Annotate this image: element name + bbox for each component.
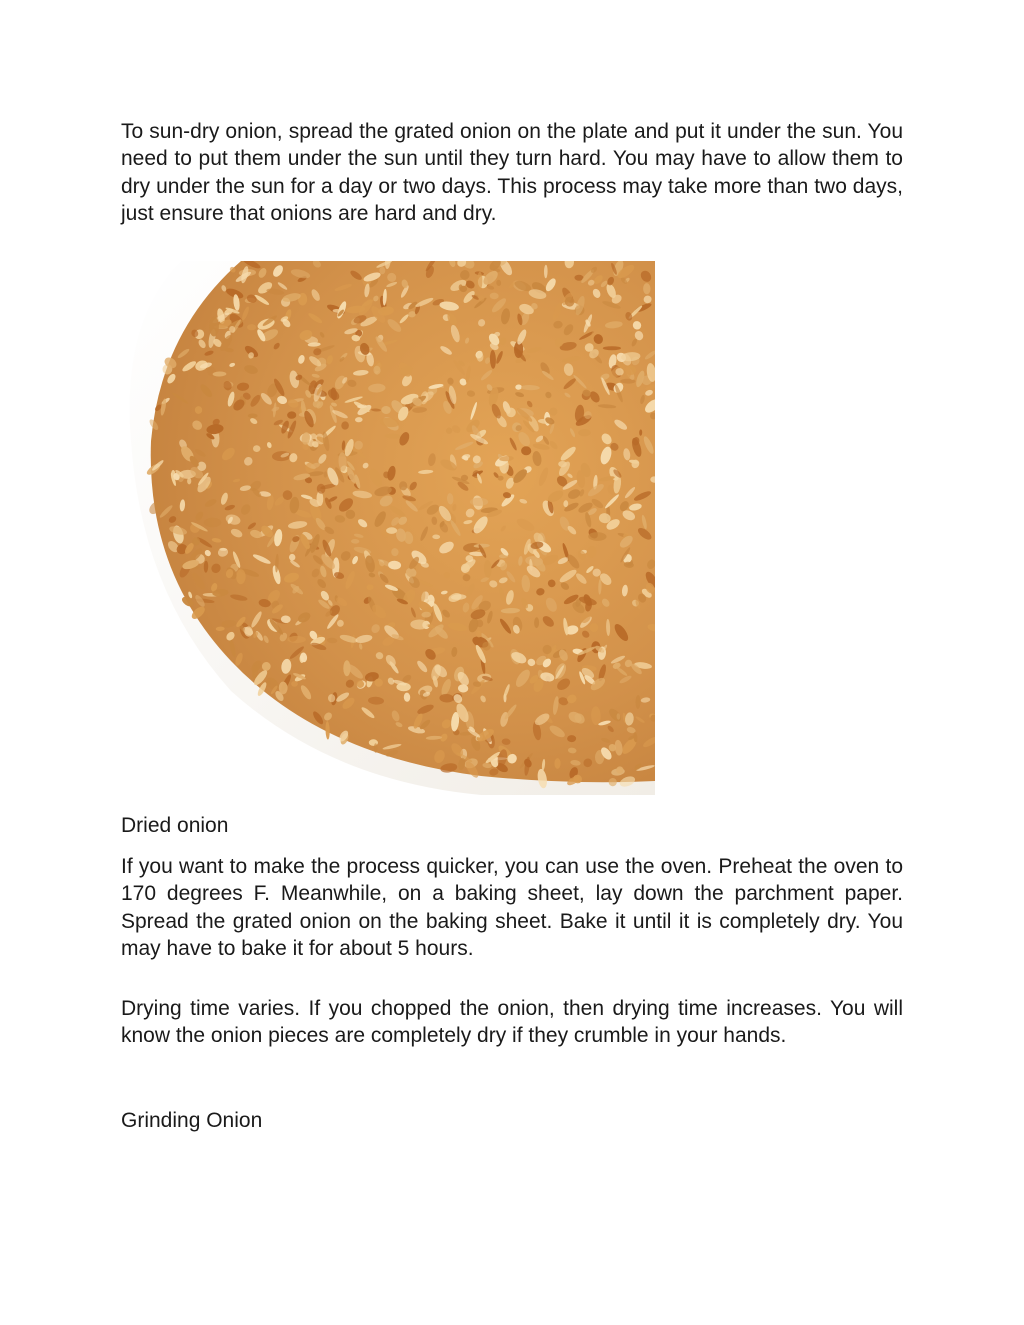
paragraph-drying-time: Drying time varies. If you chopped the onion, then drying time increases. You will know the onion pieces are completely dry if they crumble in your hands.: [121, 997, 903, 1048]
onion-flake: [603, 346, 621, 350]
dried-onion-image: [121, 261, 655, 795]
onion-flake: [470, 498, 488, 506]
onion-flake: [343, 660, 350, 676]
onion-flake: [386, 527, 397, 534]
drying-time-section: [121, 995, 903, 1050]
dried-onion-photo: [121, 261, 655, 795]
heading-grinding-onion: Grinding Onion: [121, 1109, 263, 1132]
onion-flake: [460, 286, 467, 292]
onion-flake: [248, 414, 258, 418]
onion-flake: [287, 636, 306, 643]
paragraph-oven: If you want to make the process quicker, you can use the oven. Preheat the oven to 170 degrees F. Meanwhile, on a baking sheet, lay down the parchment paper. Spread the grated onion on the baking sheet. Bake it until it is completely dry. You may have to bake it for about 5 hours.: [121, 855, 903, 960]
onion-flake: [187, 478, 191, 485]
intro-section: [121, 118, 903, 227]
image-caption: Dried onion: [121, 814, 229, 837]
oven-section: [121, 853, 903, 962]
paragraph-sun-dry: To sun-dry onion, spread the grated onion on the plate and put it under the sun. You need to put them under the sun until they turn hard. You may have to allow them to dry under the sun for a day or two days. This process may take more than two days, just ensure that onions are hard and dry.: [121, 120, 903, 225]
